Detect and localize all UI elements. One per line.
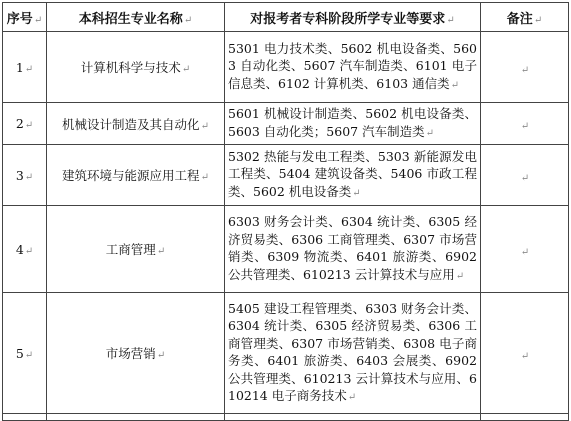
- cell-requirements: 6303 财务会计类、6304 统计类、6305 经济贸易类、6306 工商管理类、6307 市场营销类、6309 物流类、6401 旅游类、6902 公共管理类、610213 云计算技术与应用↵: [225, 206, 481, 293]
- cell-serial-no: 3↵: [3, 145, 47, 206]
- header-serial-no: 序号↵: [3, 3, 47, 32]
- cell-serial-no: 1↵: [3, 32, 47, 103]
- major-requirements-table: [2, 2, 569, 421]
- cell-requirements: 5601 机械设计制造类、5602 机电设备类、5603 自动化类；5607 汽车制造类↵: [225, 103, 481, 145]
- table-row: [3, 206, 569, 293]
- header-requirements: 对报考者专科阶段所学专业等要求↵: [225, 3, 481, 32]
- cell-remarks: ↵: [481, 145, 569, 206]
- cell-major-name: 建筑环境与能源应用工程↵: [47, 145, 225, 206]
- cell-serial-no: 2↵: [3, 103, 47, 145]
- table-row: [3, 32, 569, 103]
- cell-major-name: 计算机科学与技术↵: [47, 32, 225, 103]
- cell-major-name: 工商管理↵: [47, 206, 225, 293]
- cell-requirements: 5301 电力技术类、5602 机电设备类、5603 自动化类、5607 汽车制造类、6101 电子信息类、6102 计算机类、6103 通信类↵: [225, 32, 481, 103]
- cell-remarks: ↵: [481, 103, 569, 145]
- cell-serial-no: 5↵: [3, 293, 47, 414]
- cell-major-name: 市场营销↵: [47, 293, 225, 414]
- cell-serial-no: 4↵: [3, 206, 47, 293]
- header-remarks: 备注↵: [481, 3, 569, 32]
- cell-remarks: ↵: [481, 206, 569, 293]
- header-row: [3, 3, 569, 32]
- header-major-name: 本科招生专业名称↵: [47, 3, 225, 32]
- table-row: [3, 103, 569, 145]
- cell-remarks: ↵: [481, 293, 569, 414]
- table-row: [3, 293, 569, 414]
- cell-requirements: 5405 建设工程管理类、6303 财务会计类、6304 统计类、6305 经济贸易类、6306 工商管理类、6307 市场营销类、6308 电子商务类、6401 旅游类、6403 会展类、6902 公共管理类、610213 云计算技术与应用、610214 电子商务技术↵: [225, 293, 481, 414]
- cell-requirements: 5302 热能与发电工程类、5303 新能源发电工程类、5404 建筑设备类、5406 市政工程类、5602 机电设备类↵: [225, 145, 481, 206]
- cell-major-name: 机械设计制造及其自动化↵: [47, 103, 225, 145]
- table-row: [3, 145, 569, 206]
- cell-remarks: ↵: [481, 32, 569, 103]
